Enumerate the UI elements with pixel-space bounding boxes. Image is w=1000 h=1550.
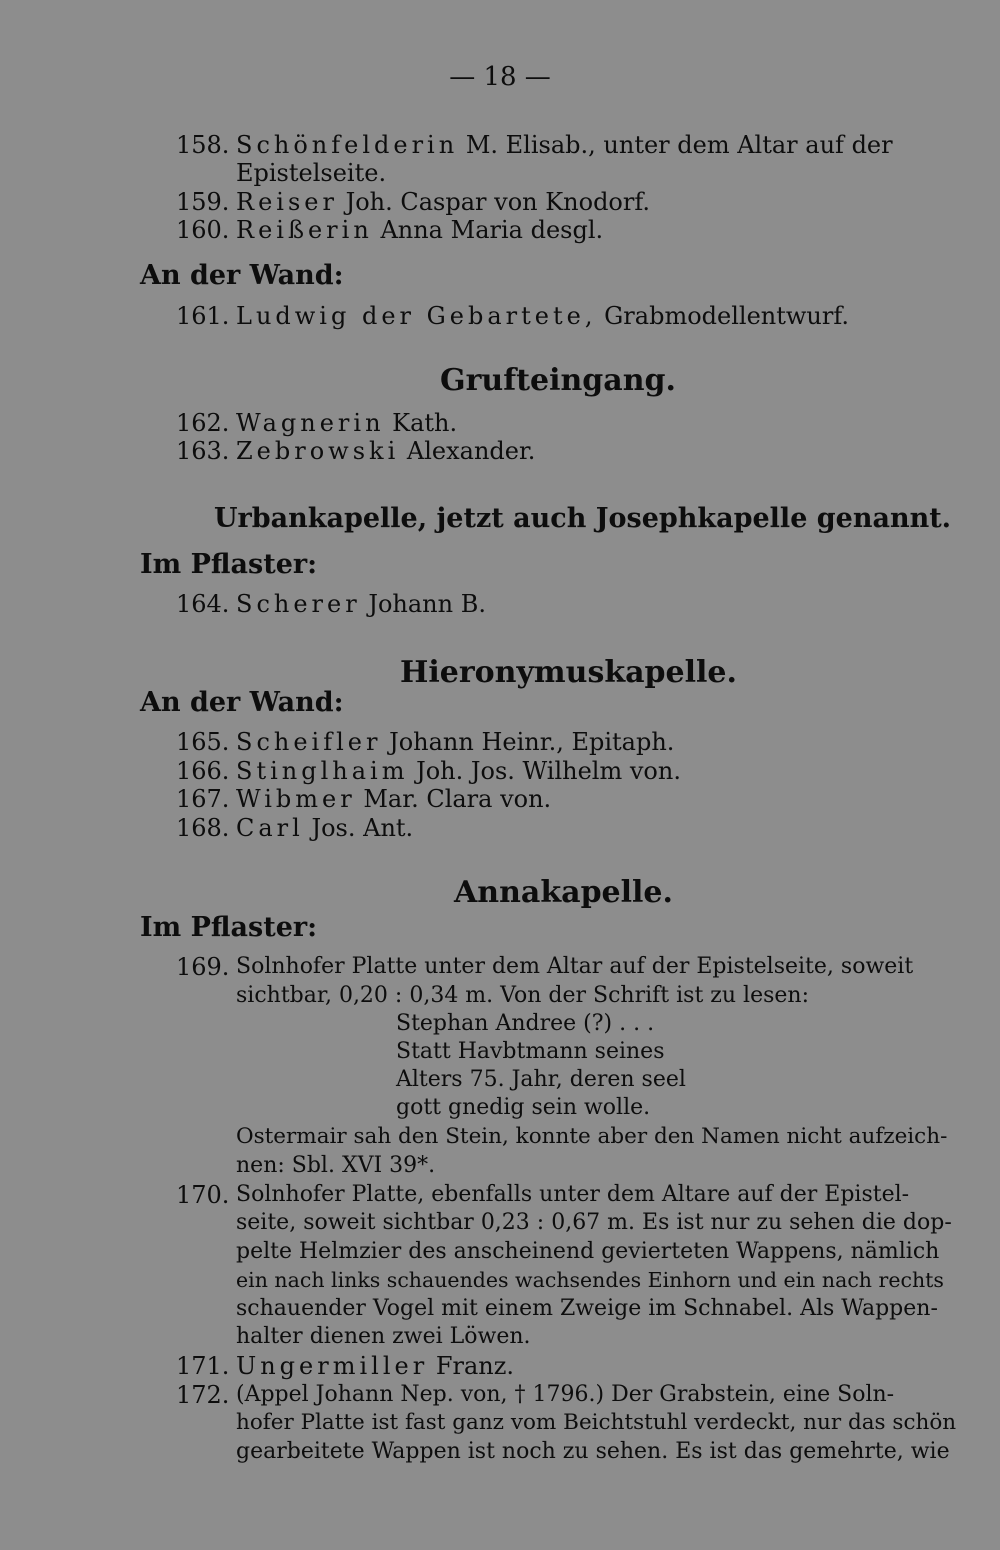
entry-number: 172. <box>176 1381 230 1409</box>
entry-number: 171. <box>176 1352 230 1380</box>
entry-text: hofer Platte ist fast ganz vom Beichtstuhl verdeckt, nur das schön <box>236 1410 957 1435</box>
entry-text <box>236 437 535 465</box>
entry-rest: Grabmodellentwurf. <box>604 302 849 330</box>
entry-name: Carl <box>236 814 304 842</box>
entry-text <box>236 814 413 842</box>
entry-rest: Franz. <box>435 1352 514 1380</box>
entry-text: ein nach links schauendes wachsendes Einhorn und ein nach rechts <box>236 1268 944 1292</box>
entry-name: Scheifler <box>236 728 382 756</box>
inscription-line: Alters 75. Jahr, deren seel <box>396 1067 686 1092</box>
entry-name: Zebrowski <box>236 437 400 465</box>
page-number: — 18 — <box>449 62 551 92</box>
subheading: Im Pflaster: <box>140 912 318 943</box>
entry-rest: Anna Maria desgl. <box>380 216 604 244</box>
entry-name: Stinglhaim <box>236 757 409 785</box>
subheading: An der Wand: <box>140 260 344 291</box>
entry-number: 166. <box>176 757 230 785</box>
entry-name: Scherer <box>236 590 361 618</box>
entry-text <box>236 302 849 330</box>
entry-text <box>236 188 650 216</box>
entry-number: 165. <box>176 728 230 756</box>
entry-text: schauender Vogel mit einem Zweige im Schnabel. Als Wappen- <box>236 1296 938 1321</box>
inscription-line: Stephan Andree (?) . . . <box>396 1011 655 1036</box>
entry-number: 168. <box>176 814 230 842</box>
entry-rest: Jos. Ant. <box>311 814 414 842</box>
entry-text: Solnhofer Platte, ebenfalls unter dem Altare auf der Epistel- <box>236 1182 910 1207</box>
entry-rest: Johann Heinr., Epitaph. <box>389 728 675 756</box>
entry-rest: Alexander. <box>406 437 536 465</box>
entry-text: gearbeitete Wappen ist noch zu sehen. Es ist das gemehrte, wie <box>236 1439 950 1464</box>
entry-number: 161. <box>176 302 230 330</box>
entry-text <box>236 590 486 618</box>
section-heading: Hieronymuskapelle. <box>400 655 737 690</box>
subheading: An der Wand: <box>140 687 344 718</box>
entry-number: 158. <box>176 131 230 159</box>
entry-number: 169. <box>176 953 230 981</box>
entry-text <box>236 131 893 159</box>
entry-text: (Appel Johann Nep. von, † 1796.) Der Grabstein, eine Soln- <box>236 1382 895 1407</box>
entry-name: Reiser <box>236 188 338 216</box>
entry-text <box>236 409 457 437</box>
entry-number: 163. <box>176 437 230 465</box>
entry-text: pelte Helmzier des anscheinend gevierteten Wappens, nämlich <box>236 1239 940 1264</box>
entry-text <box>236 728 674 756</box>
entry-text: Ostermair sah den Stein, konnte aber den Namen nicht aufzeich- <box>236 1124 948 1149</box>
section-heading: Annakapelle. <box>454 875 673 910</box>
entry-name: Ungermiller <box>236 1352 429 1380</box>
section-heading: Grufteingang. <box>440 363 676 398</box>
entry-name: Ludwig der Gebartete, <box>236 302 597 330</box>
entry-rest: Kath. <box>392 409 458 437</box>
entry-text <box>236 1352 514 1380</box>
entry-rest: Joh. Jos. Wilhelm von. <box>416 757 681 785</box>
entry-name: Schönfelderin <box>236 131 459 159</box>
entry-number: 162. <box>176 409 230 437</box>
entry-text: Solnhofer Platte unter dem Altar auf der Epistelseite, soweit <box>236 954 914 979</box>
entry-text: halter dienen zwei Löwen. <box>236 1324 531 1349</box>
entry-text: seite, soweit sichtbar 0,23 : 0,67 m. Es ist nur zu sehen die dop- <box>236 1210 952 1235</box>
entry-text <box>236 785 551 813</box>
entry-rest: Mar. Clara von. <box>363 785 552 813</box>
section-heading: Urbankapelle, jetzt auch Josephkapelle genannt. <box>214 503 952 534</box>
entry-number: 170. <box>176 1181 230 1209</box>
entry-name: Wagnerin <box>236 409 385 437</box>
entry-number: 167. <box>176 785 230 813</box>
entry-text <box>236 757 681 785</box>
inscription-line: gott gnedig sein wolle. <box>396 1095 651 1120</box>
entry-name: Wibmer <box>236 785 356 813</box>
entry-number: 164. <box>176 590 230 618</box>
entry-number: 159. <box>176 188 230 216</box>
entry-name: Reißerin <box>236 216 373 244</box>
inscription-line: Statt Havbtmann seines <box>396 1039 665 1064</box>
entry-text: nen: Sbl. XVI 39*. <box>236 1153 436 1178</box>
entry-text: sichtbar, 0,20 : 0,34 m. Von der Schrift ist zu lesen: <box>236 983 809 1008</box>
entry-number: 160. <box>176 216 230 244</box>
entry-rest: M. Elisab., unter dem Altar auf der <box>465 131 893 159</box>
entry-continuation: Epistelseite. <box>236 159 387 187</box>
subheading: Im Pflaster: <box>140 549 318 580</box>
entry-rest: Joh. Caspar von Knodorf. <box>345 188 651 216</box>
entry-text <box>236 216 603 244</box>
entry-rest: Johann B. <box>368 590 486 618</box>
